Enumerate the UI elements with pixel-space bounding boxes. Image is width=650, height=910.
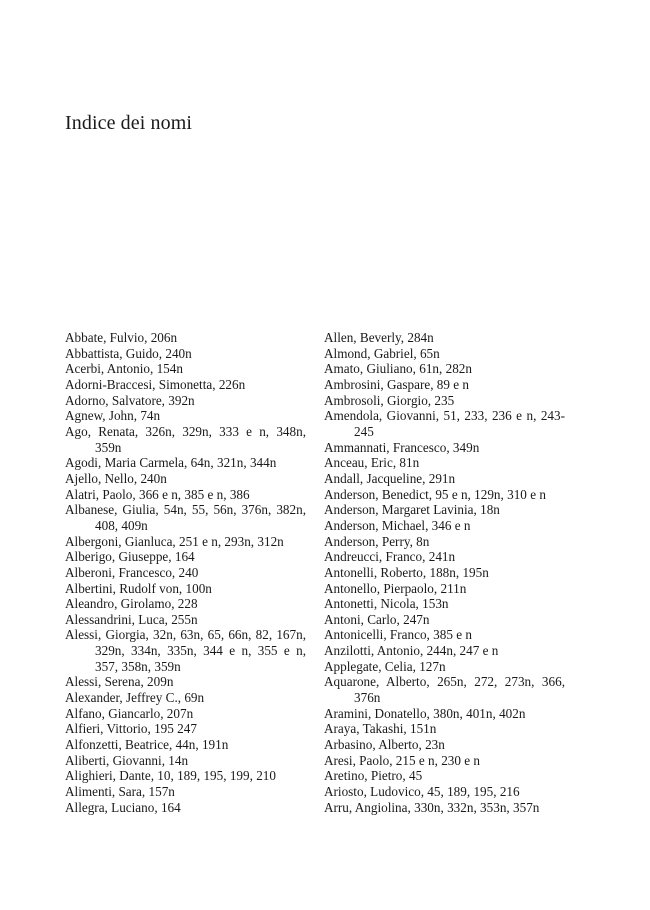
index-entry: Aliberti, Giovanni, 14n bbox=[65, 752, 189, 768]
index-entry: Alighieri, Dante, 10, 189, 195, 199, 210 bbox=[65, 768, 276, 784]
index-entry: Abbattista, Guido, 240n bbox=[65, 345, 192, 361]
index-entry: Andreucci, Franco, 241n bbox=[324, 549, 456, 565]
index-entry: Anzilotti, Antonio, 244n, 247 e n bbox=[324, 643, 499, 659]
index-entry: Abbate, Fulvio, 206n bbox=[65, 330, 178, 345]
index-column-left bbox=[65, 330, 306, 815]
index-entry: Allegra, Luciano, 164 bbox=[65, 799, 181, 815]
index-entry: Adorno, Salvatore, 392n bbox=[65, 392, 195, 408]
index-entry: Andall, Jacqueline, 291n bbox=[324, 470, 456, 486]
index-entry: Arbasino, Alberto, 23n bbox=[324, 737, 445, 753]
index-entry: Alatri, Paolo, 366 e n, 385 e n, 386 bbox=[65, 486, 250, 502]
index-entry: Alfano, Giancarlo, 207n bbox=[65, 705, 194, 721]
index-entry: Adorni-Braccesi, Simonetta, 226n bbox=[65, 376, 246, 392]
index-entry: Anceau, Eric, 81n bbox=[324, 455, 420, 471]
index-entry: Ago, Renata, 326n, 329n, 333 e n, 348n, 359n bbox=[65, 423, 306, 455]
index-entry: Applegate, Celia, 127n bbox=[324, 658, 446, 674]
index-entry: Ambrosoli, Giorgio, 235 bbox=[324, 392, 455, 408]
index-entry: Alberoni, Francesco, 240 bbox=[65, 564, 199, 580]
index-entry: Alberigo, Giuseppe, 164 bbox=[65, 549, 195, 565]
index-entry: Aramini, Donatello, 380n, 401n, 402n bbox=[324, 705, 526, 721]
index-entry: Ammannati, Francesco, 349n bbox=[324, 439, 480, 455]
index-entry: Albertini, Rudolf von, 100n bbox=[65, 580, 212, 596]
index-entry: Antoni, Carlo, 247n bbox=[324, 611, 430, 627]
index-entry: Acerbi, Antonio, 154n bbox=[65, 361, 183, 377]
index-entry: Albergoni, Gianluca, 251 e n, 293n, 312n bbox=[65, 533, 284, 549]
index-entry: Agodi, Maria Carmela, 64n, 321n, 344n bbox=[65, 455, 277, 471]
index-entry: Allen, Beverly, 284n bbox=[324, 330, 434, 345]
index-entry: Ambrosini, Gaspare, 89 e n bbox=[324, 376, 470, 392]
index-entry: Antonetti, Nicola, 153n bbox=[324, 596, 449, 612]
index-entry: Alfonzetti, Beatrice, 44n, 191n bbox=[65, 737, 229, 753]
index-entry: Arru, Angiolina, 330n, 332n, 353n, 357n bbox=[324, 799, 540, 815]
index-entry: Agnew, John, 74n bbox=[65, 408, 161, 424]
index-entry: Amato, Giuliano, 61n, 282n bbox=[324, 361, 472, 377]
index-entry: Anderson, Perry, 8n bbox=[324, 533, 430, 549]
index-entry: Antonello, Pierpaolo, 211n bbox=[324, 580, 467, 596]
index-entry: Ajello, Nello, 240n bbox=[65, 470, 167, 486]
index-entry: Ariosto, Ludovico, 45, 189, 195, 216 bbox=[324, 784, 520, 800]
index-entry: Aleandro, Girolamo, 228 bbox=[65, 596, 198, 612]
index-entry: Almond, Gabriel, 65n bbox=[324, 345, 440, 361]
index-entry: Alessi, Serena, 209n bbox=[65, 674, 174, 690]
index-entry: Anderson, Michael, 346 e n bbox=[324, 517, 471, 533]
index-entry: Antonicelli, Franco, 385 e n bbox=[324, 627, 472, 643]
index-entry: Anderson, Margaret Lavinia, 18n bbox=[324, 502, 500, 518]
index-entry: Alexander, Jeffrey C., 69n bbox=[65, 690, 205, 706]
index-entry: Alimenti, Sara, 157n bbox=[65, 784, 175, 800]
index-column-right bbox=[324, 330, 565, 815]
page-title: Indice dei nomi bbox=[65, 112, 193, 134]
index-entry: Albanese, Giulia, 54n, 55, 56n, 376n, 382n, 408, 409n bbox=[65, 502, 306, 533]
index-entry: Amendola, Giovanni, 51, 233, 236 e n, 243-245 bbox=[324, 408, 565, 439]
index-entry: Antonelli, Roberto, 188n, 195n bbox=[324, 564, 489, 580]
index-entry: Anderson, Benedict, 95 e n, 129n, 310 e n bbox=[324, 486, 546, 502]
index-entry: Alessandrini, Luca, 255n bbox=[65, 611, 198, 627]
index-entry: Aretino, Pietro, 45 bbox=[324, 768, 423, 784]
index-entry: Araya, Takashi, 151n bbox=[324, 721, 437, 737]
index-entry: Aresi, Paolo, 215 e n, 230 e n bbox=[324, 752, 481, 768]
index-entry: Alfieri, Vittorio, 195 247 bbox=[65, 721, 197, 737]
index-entry: Aquarone, Alberto, 265n, 272, 273n, 366, 376n bbox=[324, 674, 565, 706]
index-entry: Alessi, Giorgia, 32n, 63n, 65, 66n, 82, 167n, 329n, 334n, 335n, 344 e n, 355 e n, 357, 358n, 359n bbox=[65, 627, 306, 674]
